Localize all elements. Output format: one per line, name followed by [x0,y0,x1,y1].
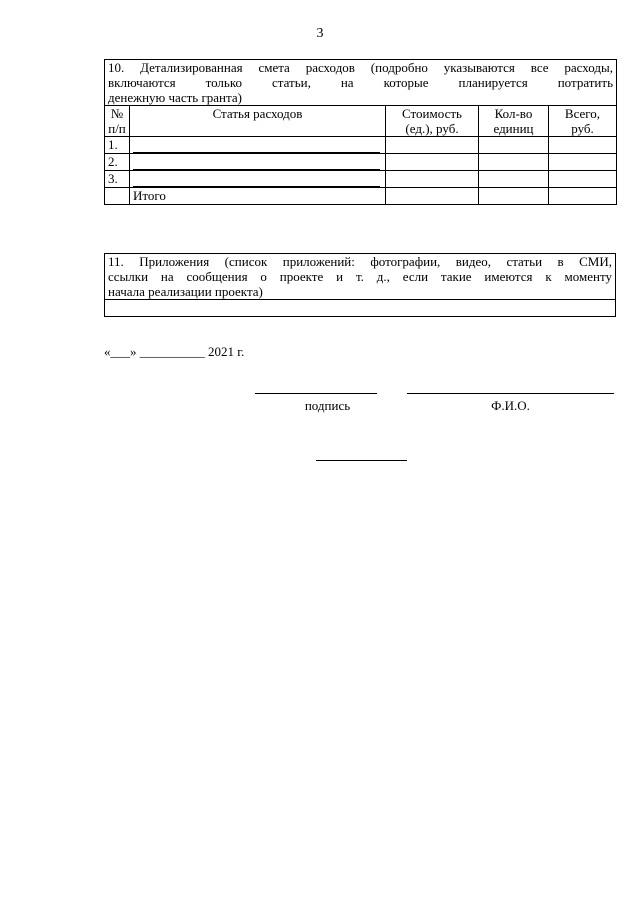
column-header-cost-bottom: (ед.), руб. [405,121,459,136]
row-number: 1. [105,137,130,154]
column-header-number-bottom: п/п [108,121,126,136]
signature-label: подпись [304,398,351,413]
column-header-cost-top: Стоимость [402,106,462,121]
attachments-entry-cell[interactable] [105,300,616,317]
budget-heading-line: включаются только статьи, на которые планируется потратить [108,75,613,90]
column-header-total-top: Всего, [564,106,601,121]
table-row [105,171,617,188]
column-header-number-top: № [110,106,124,121]
column-header-item-top: Статья расходов [212,106,303,121]
attachments-heading-row [105,254,616,300]
total-quantity-cell[interactable] [479,188,549,205]
cost-cell[interactable] [386,137,479,154]
total-cell[interactable] [549,154,617,171]
end-divider [316,460,407,461]
total-cell[interactable] [549,137,617,154]
budget-heading-line: 10. Детализированная смета расходов (подробно указываются все расходы, [108,60,613,75]
attachments-entry-row [105,300,616,317]
item-cell[interactable] [130,154,386,171]
date-line: «___» __________ 2021 г. [104,344,245,359]
attachments-heading-line: 11. Приложения (список приложений: фотографии, видео, статьи в СМИ, [108,254,612,269]
item-cell[interactable] [130,171,386,188]
budget-heading-row [105,60,617,106]
column-header-quantity-bottom: единиц [493,121,534,136]
row-number: 3. [105,171,130,188]
quantity-cell[interactable] [479,137,549,154]
signature-line[interactable] [255,393,377,394]
column-header-quantity [479,106,549,137]
column-header-total-bottom: руб. [571,121,594,136]
item-underline [133,171,380,187]
column-header-quantity-top: Кол-во [494,106,533,121]
total-cell[interactable] [549,171,617,188]
quantity-cell[interactable] [479,171,549,188]
table-row [105,137,617,154]
cost-cell[interactable] [386,154,479,171]
table-row [105,154,617,171]
budget-heading [105,60,617,106]
column-header-number [105,106,130,137]
cost-cell[interactable] [386,171,479,188]
budget-heading-line: денежную часть гранта) [108,90,242,105]
item-underline [133,154,380,170]
budget-table [104,59,617,205]
page-number: 3 [316,26,324,41]
column-header-total [549,106,617,137]
attachments-heading-line: ссылки на сообщения о проекте и т. д., если такие имеются к моменту [108,269,612,284]
grand-total-cell[interactable] [549,188,617,205]
attachments-table [104,253,616,317]
attachments-heading [105,254,616,300]
quantity-cell[interactable] [479,154,549,171]
column-header-item [130,106,386,137]
total-row [105,188,617,205]
column-header-cost [386,106,479,137]
item-underline [133,137,380,153]
item-cell[interactable] [130,137,386,154]
attachments-heading-line: начала реализации проекта) [108,284,263,299]
total-label: Итого [130,188,386,205]
row-number: 2. [105,154,130,171]
name-line[interactable] [407,393,614,394]
budget-header-row [105,106,617,137]
total-row-number [105,188,130,205]
name-label: Ф.И.О. [491,398,530,413]
total-cost-cell[interactable] [386,188,479,205]
